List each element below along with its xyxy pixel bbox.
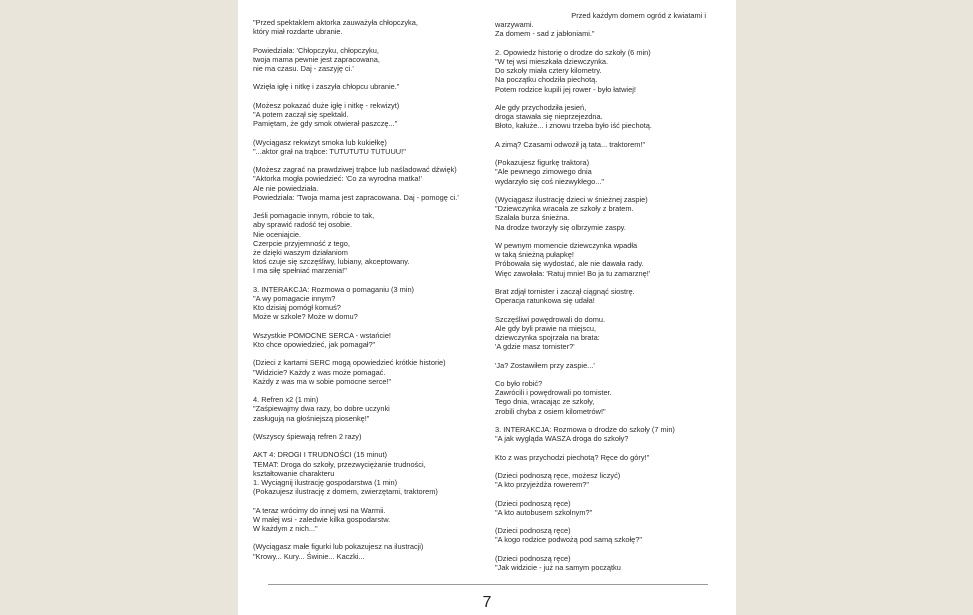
paragraph: 3. INTERAKCJA: Rozmowa o pomaganiu (3 min) "A wy pomagacie innym? Kto dzisiaj pomógł komuś? Może w szkole? Może w domu? bbox=[253, 284, 415, 322]
paragraph: (Możesz pokazać duże igłę i nitkę - rekwizyt) "A potem zaczął się spektakl. Pamiętam, że gdy smok otwierał paszczę..." bbox=[253, 100, 400, 129]
paragraph: (Pokazujesz figurkę traktora) "Ale pewnego zimowego dnia wydarzyło się coś niezwykłego..." bbox=[495, 158, 605, 186]
paragraph: Ale gdy przychodziła jesień, droga stawała się nieprzejezdna. Błoto, kałuże... i znowu trzeba było iść piechotą. bbox=[495, 103, 652, 131]
right-column bbox=[495, 11, 727, 581]
left-column bbox=[253, 18, 481, 570]
paragraph: W pewnym momencie dziewczynka wpadła w taką śnieżną pułapkę! Próbowała się wydostać, ale nie dawała rady. Więc zawołała: 'Ratuj mnie! Bo ja tu zamarznę!' bbox=[495, 240, 651, 278]
paragraph: "A teraz wrócimy do innej wsi na Warmii. W małej wsi - zaledwie kilka gospodarstw. W każdym z nich..." bbox=[253, 505, 391, 533]
footer-divider bbox=[268, 584, 708, 585]
paragraph: A zimą? Czasami odwoził ją tata... traktorem!" bbox=[495, 139, 646, 149]
paragraph: Szczęśliwi powędrowali do domu. Ale gdy byli prawie na miejscu, dziewczynka spojrzała na brata: 'A gdzie masz tornister?' bbox=[495, 314, 606, 352]
paragraph: Brat zdjął tornister i zaczął ciągnąć siostrę. Operacja ratunkowa się udała! bbox=[495, 286, 635, 306]
paragraph: (Możesz zagrać na prawdziwej trąbce lub naśladować dźwięk) "Aktorka mogła powiedzieć: 'Co za wyrodna matka!' Ale nie powiedziała. Powiedziała: 'Twoja mama jest zapracowana. Daj - pomogę ci.' bbox=[253, 165, 459, 202]
paragraph: 'Ja? Zostawiłem przy zaspie...' bbox=[495, 360, 595, 370]
paragraph: Powiedziała: 'Chłopczyku, chłopczyku, twoja mama pewnie jest zapracowana, nie ma czasu. Daj - zaszyję ci.' bbox=[253, 45, 380, 73]
paragraph: (Wyciągasz małe figurki lub pokazujesz na ilustracji) "Krowy... Kury... Świnie... Kaczki... bbox=[253, 542, 424, 561]
paragraph: AKT 4: DROGI I TRUDNOŚCI (15 minut) TEMAT: Droga do szkoły, przezwyciężanie trudności, kształtowanie charakteru 1. Wyciągnij ilustrację gospodarstwa (1 min) (Pokazujesz ilustrację z domem, zwierzętami, traktorem) bbox=[253, 450, 438, 497]
paragraph: warzywami. Za domem - sad z jabłoniami." bbox=[495, 20, 595, 39]
page-number: 7 bbox=[482, 594, 492, 611]
paragraph: (Dzieci podnoszą ręce) "Jak widzicie - już na samym początku bbox=[495, 553, 621, 572]
paragraph: (Dzieci z kartami SERC mogą opowiedzieć krótkie historie) "Widzicie? Każdy z was może pomagać. Każdy z was ma w sobie pomocne serce!" bbox=[253, 358, 446, 386]
paragraph: (Dzieci podnoszą ręce) "A kogo rodzice podwożą pod samą szkołę?" bbox=[495, 526, 642, 545]
document-page bbox=[238, 0, 736, 615]
paragraph: (Wyciągasz rekwizyt smoka lub kukiełkę) "...aktor grał na trąbce: TUTUTUTU TUTUUU!" bbox=[253, 137, 406, 156]
paragraph: Wzięła igłę i nitkę i zaszyła chłopcu ubranie." bbox=[253, 82, 400, 92]
paragraph: 2. Opowiedz historię o drodze do szkoły (6 min) "W tej wsi mieszkała dziewczynka. Do szkoły miała cztery kilometry. Na początku chodziła piechotą. Potem rodzice kupili jej rower - było łatwiej! bbox=[495, 47, 651, 94]
paragraph: (Wyciągasz ilustrację dzieci w śnieżnej zaspie) "Dziewczynka wracała ze szkoły z bratem. Szalała burza śnieżna. Na drodze tworzyły się olbrzymie zaspy. bbox=[495, 194, 648, 232]
paragraph: 3. INTERAKCJA: Rozmowa o drodze do szkoły (7 min) "A jak wygląda WASZA droga do szkoły? bbox=[495, 424, 675, 444]
header-note: Przed każdym domem ogród z kwiatami i bbox=[571, 11, 706, 20]
paragraph: (Dzieci podnoszą ręce, możesz liczyć) "A kto przyjeżdża rowerem?" bbox=[495, 470, 621, 490]
paragraph: 4. Refren x2 (1 min) "Zaśpiewajmy dwa razy, bo dobre uczynki zasługują na głośniejszą piosenkę!" bbox=[253, 395, 390, 423]
paragraph: Co było robić? Zawrócili i powędrowali po tornister. Tego dnia, wracając ze szkoły, zrobili chyba z osiem kilometrów!" bbox=[495, 378, 612, 416]
paragraph: Jeśli pomagacie innym, róbcie to tak, aby sprawić radość tej osobie. Nie oceniajcie. Czerpcie przyjemność z tego, że dzięki waszym działaniom ktoś czuje się szczęśliwy, lubiany, akceptowany. I ma siłę spełniać marzenia!" bbox=[253, 211, 410, 276]
paragraph: (Wszyscy śpiewają refren 2 razy) bbox=[253, 431, 362, 441]
paragraph: Kto z was przychodzi piechotą? Ręce do góry!" bbox=[495, 452, 650, 462]
paragraph: (Dzieci podnoszą ręce) "A kto autobusem szkolnym?" bbox=[495, 498, 593, 517]
paragraph: "Przed spektaklem aktorka zauważyła chłopczyka, który miał rozdarte ubranie. bbox=[253, 18, 418, 37]
paragraph: Wszystkie POMOCNE SERCA - wstańcie! Kto chce opowiedzieć, jak pomagał?" bbox=[253, 330, 391, 349]
